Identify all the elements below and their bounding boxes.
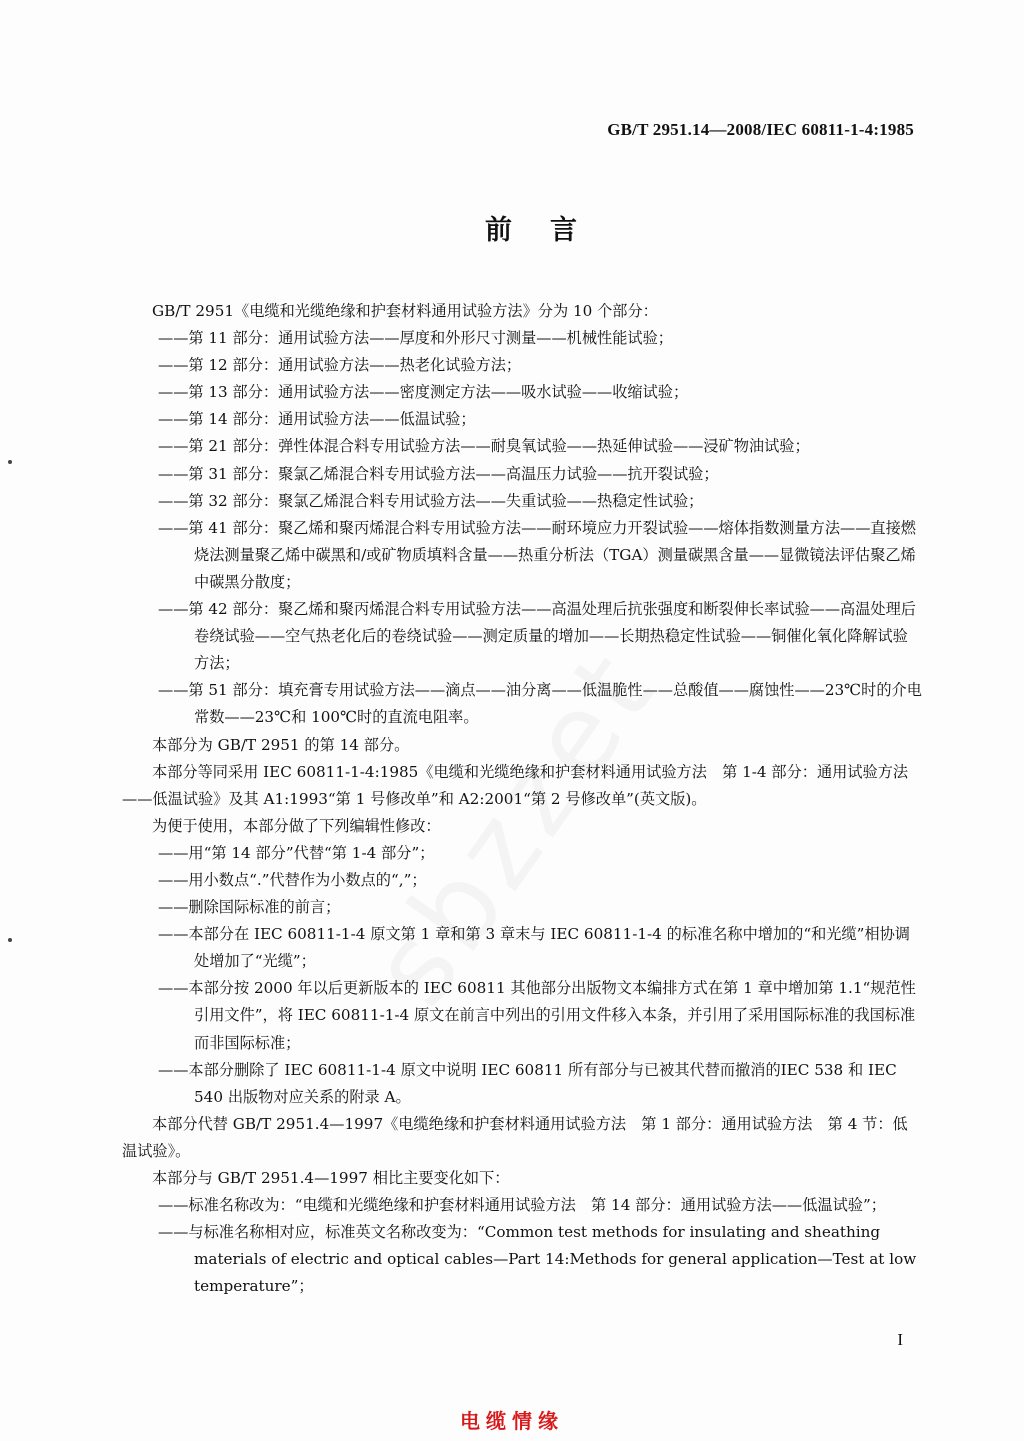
list-item: ——删除国际标准的前言； xyxy=(158,898,341,917)
list-item: ——第 13 部分：通用试验方法——密度测定方法——吸水试验——收缩试验； xyxy=(158,383,689,402)
list-item: ——第 12 部分：通用试验方法——热老化试验方法； xyxy=(158,356,522,375)
list-item: ——第 41 部分：聚乙烯和聚丙烯混合料专用试验方法——耐环境应力开裂试验——熔体指数测量方法——直接燃烧法测量聚乙烯中碳黑和/或矿物质填料含量——热重分析法（TGA）测量碳黑含量——显微镜法评估聚乙烯中碳黑分散度； xyxy=(158,518,916,591)
list-item: ——第 51 部分：填充膏专用试验方法——滴点——油分离——低温脆性——总酸值——腐蚀性——23℃时的介电常数——23℃和 100℃时的直流电阻率。 xyxy=(158,681,922,727)
footer-stamp: 电缆情缘 xyxy=(460,1409,564,1433)
list-item: ——用“第 14 部分”代替“第 1-4 部分”； xyxy=(158,843,435,862)
scan-speck xyxy=(8,460,12,464)
list-item: ——第 42 部分：聚乙烯和聚丙烯混合料专用试验方法——高温处理后抗张强度和断裂伸长率试验——高温处理后卷绕试验——空气热老化后的卷绕试验——测定质量的增加——长期热稳定性试验——铜催化氧化降解试验方法； xyxy=(158,600,916,673)
list-item: ——本部分在 IEC 60811-1-4 原文第 1 章和第 3 章末与 IEC 60811-1-4 的标准名称中增加的“和光缆”相协调处增加了“光缆”； xyxy=(158,925,910,971)
list-item: ——与标准名称相对应，标准英文名称改变为：“Common test methods for insulating and sheathing materials of electric and optical cables—Part 14:Methods for general application—Test at low temperature”； xyxy=(158,1223,917,1296)
page-title: 前言 xyxy=(485,215,615,246)
list-item: ——第 14 部分：通用试验方法——低温试验； xyxy=(158,410,476,429)
list-item: ——本部分删除了 IEC 60811-1-4 原文中说明 IEC 60811 所有部分与已被其代替而撤消的IEC 538 和 IEC 540 出版物对应关系的附录 A。 xyxy=(158,1060,897,1106)
paragraph: 本部分与 GB/T 2951.4—1997 相比主要变化如下： xyxy=(152,1169,510,1187)
list-item: ——第 31 部分：聚氯乙烯混合料专用试验方法——高温压力试验——抗开裂试验； xyxy=(158,464,719,483)
standard-code: GB/T 2951.14—2008/IEC 60811-1-4:1985 xyxy=(607,120,914,139)
page-number: I xyxy=(897,1330,903,1349)
paragraph: GB/T 2951《电缆和光缆绝缘和护套材料通用试验方法》分为 10 个部分： xyxy=(152,302,658,320)
list-item: ——第 21 部分：弹性体混合料专用试验方法——耐臭氧试验——热延伸试验——浸矿物油试验； xyxy=(158,437,810,456)
list-item: ——用小数点“.”代替作为小数点的“,”； xyxy=(158,870,427,889)
scan-speck xyxy=(8,938,12,942)
document-body xyxy=(122,298,922,1300)
paragraph: 本部分为 GB/T 2951 的第 14 部分。 xyxy=(152,735,410,754)
list-item: ——第 32 部分：聚氯乙烯混合料专用试验方法——失重试验——热稳定性试验； xyxy=(158,491,704,510)
paragraph: 为便于使用，本部分做了下列编辑性修改： xyxy=(152,816,441,835)
list-item: ——标准名称改为：“电缆和光缆绝缘和护套材料通用试验方法 第 14 部分：通用试验方法——低温试验”； xyxy=(158,1196,886,1215)
list-item: ——第 11 部分：通用试验方法——厚度和外形尺寸测量——机械性能试验； xyxy=(158,329,673,348)
paragraph: 本部分代替 GB/T 2951.4—1997《电缆绝缘和护套材料通用试验方法 第 1 部分：通用试验方法 第 4 节：低温试验》。 xyxy=(122,1114,908,1160)
list-item: ——本部分按 2000 年以后更新版本的 IEC 60811 其他部分出版物文本编排方式在第 1 章中增加第 1.1“规范性引用文件”，将 IEC 60811-1-4 原文在前言中列出的引用文件移入本条，并引用了采用国际标准的我国标准而非国际标准； xyxy=(158,979,916,1052)
paragraph: 本部分等同采用 IEC 60811-1-4:1985《电缆和光缆绝缘和护套材料通用试验方法 第 1-4 部分：通用试验方法——低温试验》及其 A1:1993“第 1 号修改单”和 A2:2001“第 2 号修改单”(英文版)。 xyxy=(122,762,909,808)
